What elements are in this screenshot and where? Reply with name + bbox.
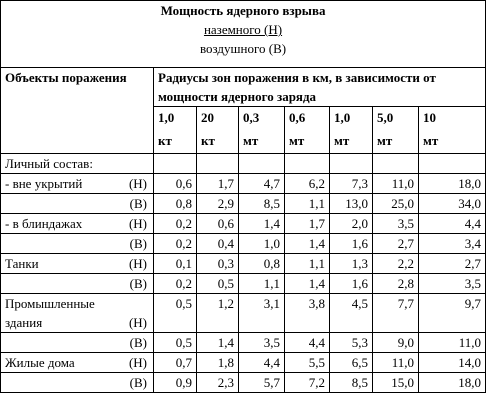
value-cell: 1,2 <box>197 294 239 333</box>
object-cell: Танки (Н) <box>1 254 154 274</box>
object-cell: Промышленные здания (Н) <box>1 294 154 333</box>
value-cell: 3,1 <box>239 294 285 333</box>
value-cell: 0,4 <box>197 234 239 254</box>
burst-type-label: (Н) <box>128 355 147 370</box>
value-cell: 1,0 <box>239 234 285 254</box>
power-cell: 1,0 кт <box>154 107 197 154</box>
value-cell: 0,6 <box>197 214 239 234</box>
value-cell: 3,4 <box>419 234 486 254</box>
table-row <box>1 373 486 393</box>
burst-type-label: (В) <box>129 375 147 390</box>
table-row <box>1 294 486 333</box>
value-cell: 2,8 <box>373 274 419 294</box>
object-cell: - вне укрытий (Н) <box>1 174 154 194</box>
value-cell: 0,7 <box>154 353 197 373</box>
value-cell: 18,0 <box>419 373 486 393</box>
power-cell: 10 мт <box>419 107 486 154</box>
burst-type-label: (В) <box>129 335 147 350</box>
section-row <box>1 154 486 174</box>
burst-type-label: (В) <box>129 276 147 291</box>
value-cell: 0,3 <box>197 254 239 274</box>
value-cell: 1,4 <box>285 274 330 294</box>
value-cell: 0,6 <box>154 174 197 194</box>
object-cell <box>1 274 154 294</box>
value-cell: 3,5 <box>239 333 285 353</box>
burst-type-label: (Н) <box>128 216 147 231</box>
value-cell: 34,0 <box>419 194 486 214</box>
value-cell: 1,1 <box>239 274 285 294</box>
value-cell: 0,2 <box>154 234 197 254</box>
value-cell: 1,1 <box>285 194 330 214</box>
power-cell: 1,0 мт <box>330 107 373 154</box>
value-cell: 5,3 <box>330 333 373 353</box>
power-cell: 20 кт <box>197 107 239 154</box>
value-cell: 5,7 <box>239 373 285 393</box>
value-cell: 4,7 <box>239 174 285 194</box>
value-cell: 0,2 <box>154 214 197 234</box>
column-header-row <box>1 68 486 107</box>
value-cell: 8,5 <box>330 373 373 393</box>
value-cell: 14,0 <box>419 353 486 373</box>
value-cell: 3,5 <box>419 274 486 294</box>
value-cell: 4,4 <box>285 333 330 353</box>
burst-type-label: (Н) <box>128 256 147 271</box>
value-cell: 1,7 <box>197 174 239 194</box>
table-title: Мощность ядерного взрыва <box>160 3 326 18</box>
value-cell: 9,7 <box>419 294 486 333</box>
table-row <box>1 214 486 234</box>
value-cell: 0,5 <box>154 333 197 353</box>
power-cell: 0,6 мт <box>285 107 330 154</box>
table-row <box>1 234 486 254</box>
object-cell <box>1 373 154 393</box>
value-cell: 11,0 <box>373 174 419 194</box>
table-row <box>1 274 486 294</box>
value-cell: 2,7 <box>419 254 486 274</box>
value-cell: 0,8 <box>239 254 285 274</box>
burst-type-ground: наземного (Н) <box>203 22 283 37</box>
object-cell <box>1 333 154 353</box>
value-cell: 1,3 <box>330 254 373 274</box>
value-cell: 2,9 <box>197 194 239 214</box>
value-cell: 9,0 <box>373 333 419 353</box>
table-row <box>1 333 486 353</box>
value-cell: 7,2 <box>285 373 330 393</box>
object-cell <box>1 194 154 214</box>
table-row <box>1 353 486 373</box>
value-cell: 1,4 <box>197 333 239 353</box>
value-cell: 1,8 <box>197 353 239 373</box>
value-cell: 4,4 <box>239 353 285 373</box>
burst-type-label: (В) <box>129 196 147 211</box>
value-cell: 3,5 <box>373 214 419 234</box>
value-cell: 0,2 <box>154 274 197 294</box>
value-cell: 0,5 <box>154 294 197 333</box>
value-cell: 1,6 <box>330 234 373 254</box>
table-row <box>1 194 486 214</box>
burst-type-label: (В) <box>129 236 147 251</box>
object-cell: Жилые дома (Н) <box>1 353 154 373</box>
value-cell: 0,9 <box>154 373 197 393</box>
value-cell: 0,8 <box>154 194 197 214</box>
value-cell: 0,5 <box>197 274 239 294</box>
burst-type-air: воздушного (В) <box>199 41 287 56</box>
value-cell: 18,0 <box>419 174 486 194</box>
table-title-cell <box>1 1 486 68</box>
object-cell <box>1 234 154 254</box>
value-cell: 1,6 <box>330 274 373 294</box>
burst-type-label: (Н) <box>128 315 147 330</box>
table-header-row <box>1 1 486 68</box>
value-cell: 0,1 <box>154 254 197 274</box>
burst-type-label: (Н) <box>128 176 147 191</box>
object-cell: - в блиндажах (Н) <box>1 214 154 234</box>
value-cell: 7,7 <box>373 294 419 333</box>
value-cell: 2,2 <box>373 254 419 274</box>
value-cell: 6,5 <box>330 353 373 373</box>
value-cell: 11,0 <box>373 353 419 373</box>
value-cell: 11,0 <box>419 333 486 353</box>
power-cell: 0,3 мт <box>239 107 285 154</box>
value-cell: 4,5 <box>330 294 373 333</box>
radii-header: Радиусы зон поражения в км, в зависимости от мощности ядерного заряда <box>154 68 486 107</box>
value-cell: 8,5 <box>239 194 285 214</box>
value-cell: 3,8 <box>285 294 330 333</box>
table-row <box>1 174 486 194</box>
value-cell: 25,0 <box>373 194 419 214</box>
value-cell: 7,3 <box>330 174 373 194</box>
value-cell: 4,4 <box>419 214 486 234</box>
value-cell: 1,4 <box>285 234 330 254</box>
value-cell: 2,7 <box>373 234 419 254</box>
value-cell: 15,0 <box>373 373 419 393</box>
table-row <box>1 254 486 274</box>
value-cell: 13,0 <box>330 194 373 214</box>
value-cell: 5,5 <box>285 353 330 373</box>
value-cell: 2,3 <box>197 373 239 393</box>
value-cell: 1,4 <box>239 214 285 234</box>
value-cell: 2,0 <box>330 214 373 234</box>
section-label: Личный состав: <box>1 154 154 174</box>
value-cell: 6,2 <box>285 174 330 194</box>
objects-header: Объекты поражения <box>1 68 154 154</box>
value-cell: 1,7 <box>285 214 330 234</box>
power-cell: 5,0 мт <box>373 107 419 154</box>
value-cell: 1,1 <box>285 254 330 274</box>
